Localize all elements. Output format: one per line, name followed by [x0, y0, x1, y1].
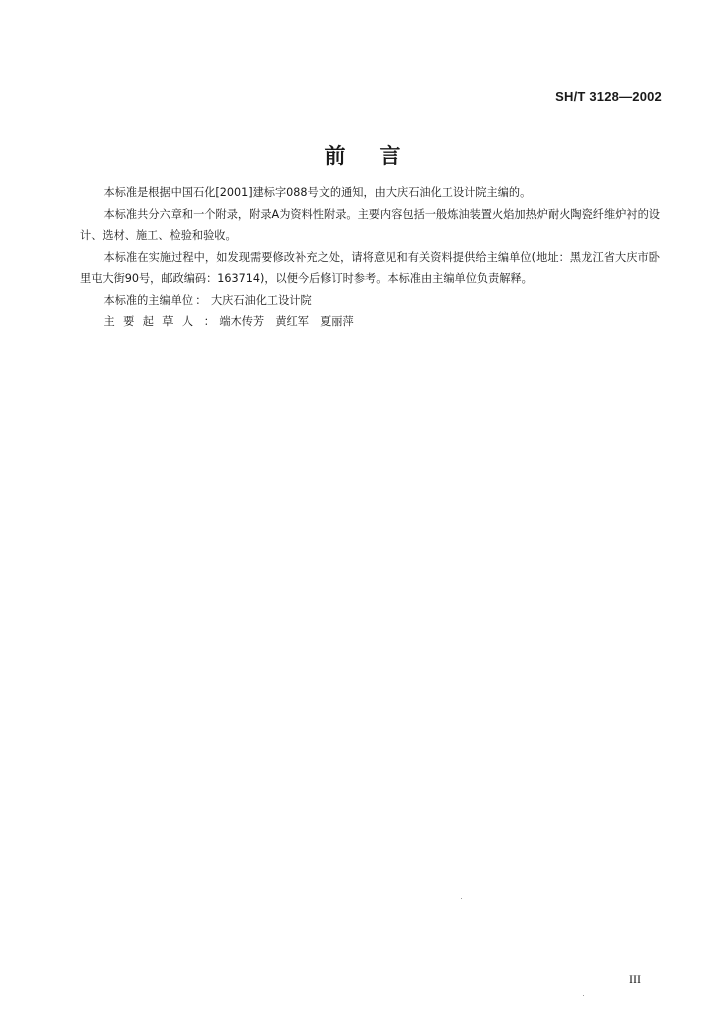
page-title: 前言	[324, 144, 435, 168]
editor-unit-label: 本标准的主编单位	[103, 293, 194, 307]
drafters-names	[219, 315, 364, 328]
editor-unit-row	[80, 290, 660, 312]
paragraph-origin: 本标准是根据中国石化[2001]建标字088号文的通知，由大庆石油化工设计院主编的。	[103, 186, 532, 199]
editor-unit-colon: ：	[195, 293, 207, 307]
page-number: III	[629, 972, 641, 986]
scan-speck	[461, 898, 462, 899]
standard-code: SH/T 3128—2002	[555, 89, 662, 104]
paragraph-feedback: 本标准在实施过程中，如发现需要修改补充之处，请将意见和有关资料提供给主编单位(地址：黑龙江省大庆市卧里屯大街90号，邮政编码：163714)，以便今后修订时参考。本标准由主编单位负责解释。	[80, 250, 660, 285]
scan-speck	[583, 995, 584, 996]
paragraph-structure: 本标准共分六章和一个附录，附录A为资料性附录。主要内容包括一般炼油装置火焰加热炉耐火陶瓷纤维炉衬的设计、选材、施工、检验和验收。	[80, 207, 660, 242]
drafter-name: 端木传芳	[219, 315, 265, 328]
editor-unit-value: 大庆石油化工设计院	[210, 293, 312, 307]
drafter-name: 夏丽萍	[320, 315, 354, 328]
foreword-body	[80, 182, 660, 333]
drafters-label: 主要起草人	[103, 315, 202, 328]
drafters-row	[80, 311, 660, 333]
drafter-name: 黄红军	[275, 315, 309, 328]
drafters-colon: ：	[203, 315, 215, 328]
